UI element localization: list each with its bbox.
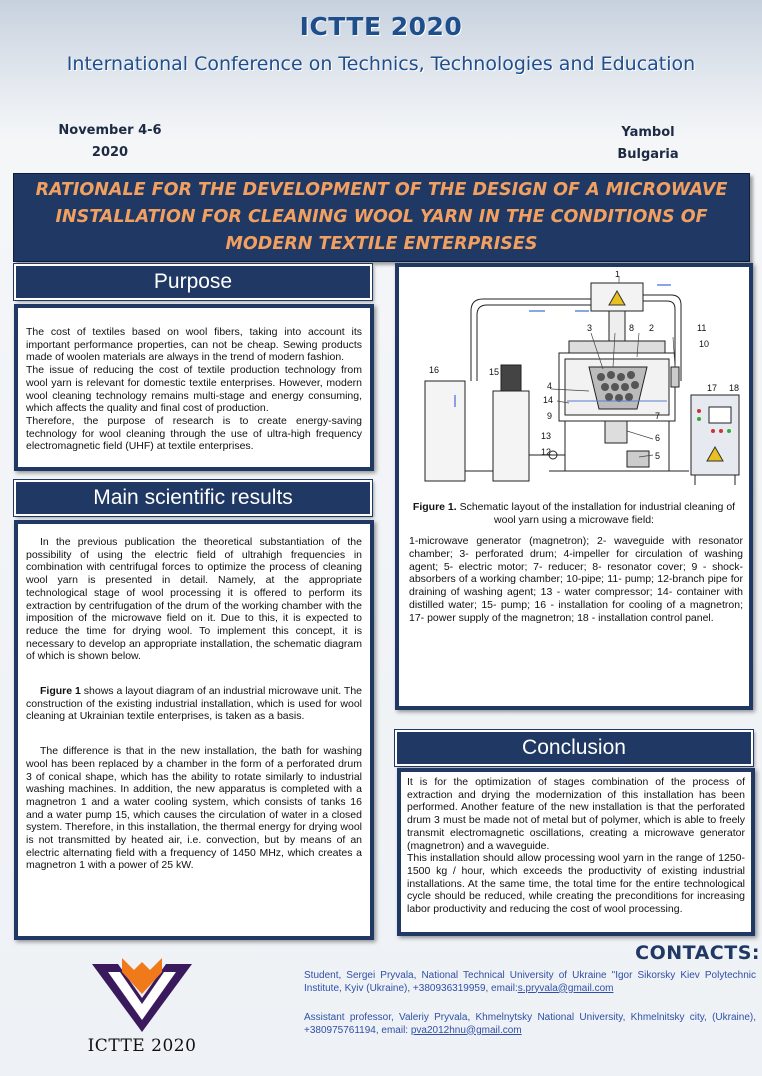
date-line-2: 2020 bbox=[91, 145, 129, 160]
diagram-label-15: 15 bbox=[489, 367, 500, 377]
results-paragraph-3: The difference is that in the new installation, the bath for washing wool has been replaced by a chamber in the form of a perforated drum 3 of conical shape, which has the ability to rotate similarly to industrial washing machines. In addition, the new apparatus is completed with a magnetron 1 and a water cooling system, which consists of tanks 16 and a water pump 15, which causes the circulation of water in a closed system. Therefore, in this installation, the thermal energy for drying wool is not transmitted by heated air, i.e. convection, but by means of an electric alternating field with a frequency of 1450 MHz, which creates a magnetron 1 with a power of 25 kW. bbox=[26, 745, 362, 872]
diagram-label-3: 3 bbox=[587, 323, 593, 333]
results-heading: Main scientific results bbox=[14, 480, 372, 516]
contact-student bbox=[304, 970, 756, 995]
contacts-heading: CONTACTS: bbox=[635, 942, 760, 964]
figure-caption bbox=[409, 501, 739, 527]
contact-professor-text: Assistant professor, Valeriy Pryvala, Khmelnytsky National University, Khmelnitsky city, (Ukraine), +380975761194, email: bbox=[304, 1012, 756, 1036]
date-line-1: November 4-6 bbox=[58, 123, 162, 138]
logo-emblem-icon bbox=[78, 950, 206, 1036]
figure-caption-label: Figure 1. bbox=[412, 501, 457, 513]
diagram-label-9: 9 bbox=[547, 411, 553, 421]
logo-text: ICTTE 2020 bbox=[87, 1036, 197, 1056]
conclusion-paragraph-1: It is for the optimization of stages combination of the process of extraction and drying the modernization of this installation has been performed. Another feature of the new installation is that the perforated drum 3 must be made not of metal but of polymer, which is able to freely transmit electromagnetic oscillations, creating a microwave generator (magnetron) and a waveguide. bbox=[407, 776, 745, 852]
diagram-label-16: 16 bbox=[429, 365, 440, 375]
diagram-label-13: 13 bbox=[541, 431, 552, 441]
contact-student-text: Student, Sergei Pryvala, National Technical University of Ukraine "Igor Sikorsky Kiev Polytechnic Institute, Kyiv (Ukraine), +380936319959, email: bbox=[304, 970, 756, 994]
diagram-label-18: 18 bbox=[729, 383, 740, 393]
conference-title: ICTTE 2020 bbox=[299, 12, 463, 41]
purpose-paragraph-3: Therefore, the purpose of research is to create energy-saving technology for wool cleaning through the use of ultra-high frequency electromagnetic field (UHF) at textile enterprises. bbox=[26, 414, 362, 453]
figure-legend: 1-microwave generator (magnetron); 2- waveguide with resonator chamber; 3- perforated drum; 4-impeller for circulation of washing agent; 5- electric motor; 7- reducer; 8- resonator cover; 9 - shock-absorbers of a working chamber; 10-pipe; 11- pump; 12-branch pipe for draining of washing agent; 13 - water compressor; 14- container with distilled water; 15- pump; 16 - installation for cooling of a magnetron; 17- power supply of the magnetron; 18 - installation control panel. bbox=[409, 535, 743, 624]
figure-caption-text: Schematic layout of the installation for industrial cleaning of wool yarn using a microwave field: bbox=[456, 501, 736, 526]
purpose-paragraph-1: The cost of textiles based on wool fibers, taking into account its important performance properties, can not be cheap. Sewing products made of woolen materials are always in the trend of modern fashion. bbox=[26, 326, 362, 364]
diagram-label-12: 12 bbox=[541, 447, 552, 457]
place-line-2: Bulgaria bbox=[617, 147, 679, 162]
diagram-label-2: 2 bbox=[649, 323, 655, 333]
purpose-paragraph-2: The issue of reducing the cost of textile production technology from wool yarn is relevant for domestic textile enterprises. However, modern wool cleaning technology remains multi-stage and energy consuming, which affects the quality and final cost of production. bbox=[26, 364, 362, 415]
results-paragraph-1: In the previous publication the theoretical substantiation of the possibility of using the electric field of ultrahigh frequencies in combination with centrifugal forces to optimize the process of cleaning wool yarn is presented in detail. Namely, at the appropriate technological stage of wool processing it is offered to perform its extraction by centrifugation of the drum of the working chamber with the imposition of the microwave field on it. Due to this, it is expected to reduce the time for drying wool. To implement this concept, it is necessary to develop an appropriate installation, the schematic diagram of which is shown below. bbox=[26, 536, 362, 663]
diagram-label-4: 4 bbox=[547, 381, 553, 391]
diagram-label-8: 8 bbox=[629, 323, 635, 333]
conference-place bbox=[588, 122, 708, 166]
conference-subtitle: International Conference on Technics, Technologies and Education bbox=[66, 53, 696, 75]
diagram-label-14: 14 bbox=[543, 395, 554, 405]
conference-date bbox=[40, 120, 180, 164]
diagram-label-5: 5 bbox=[655, 451, 661, 461]
diagram-label-11: 11 bbox=[697, 323, 707, 333]
figure-box bbox=[395, 263, 753, 710]
contact-professor bbox=[304, 1012, 756, 1037]
place-line-1: Yambol bbox=[621, 125, 675, 140]
conclusion-paragraph-2: This installation should allow processing wool yarn in the range of 1250-1500 kg / hour, which exceeds the productivity of existing industrial installations. At the same time, the total time for the entire technological cycle should be reduced, while creating the preconditions for increasing labor productivity and reducing the cost of wool processing. bbox=[407, 852, 745, 916]
conclusion-box bbox=[397, 768, 755, 936]
purpose-box bbox=[14, 304, 374, 471]
results-box bbox=[14, 520, 374, 940]
diagram-label-7: 7 bbox=[655, 411, 661, 421]
paper-title: RATIONALE FOR THE DEVELOPMENT OF THE DESIGN OF A MICROWAVE INSTALLATION FOR CLEANING WOOL YARN IN THE CONDITIONS OF MODERN TEXTILE ENTERPRISES bbox=[35, 180, 728, 254]
diagram-label-6: 6 bbox=[655, 433, 661, 443]
results-paragraph-2-text: shows a layout diagram of an industrial microwave unit. The construction of the existing industrial installation, which is used for wool cleaning at Ukrainian textile enterprises, is taken as a basis. bbox=[26, 685, 362, 723]
conclusion-heading: Conclusion bbox=[395, 730, 753, 766]
conference-logo bbox=[78, 950, 206, 1068]
diagram-label-17: 17 bbox=[707, 383, 718, 393]
diagram-label-1: 1 bbox=[615, 271, 621, 279]
figure-ref: Figure 1 bbox=[40, 685, 81, 698]
title-banner bbox=[13, 173, 750, 262]
results-paragraph-2 bbox=[26, 685, 362, 723]
contact-student-email[interactable]: s.pryvala@gmail.com bbox=[517, 982, 614, 994]
installation-diagram bbox=[409, 271, 747, 493]
purpose-heading: Purpose bbox=[14, 264, 372, 300]
contact-professor-email[interactable]: pva2012hnu@gmail.com bbox=[410, 1024, 522, 1036]
diagram-label-10: 10 bbox=[699, 339, 710, 349]
